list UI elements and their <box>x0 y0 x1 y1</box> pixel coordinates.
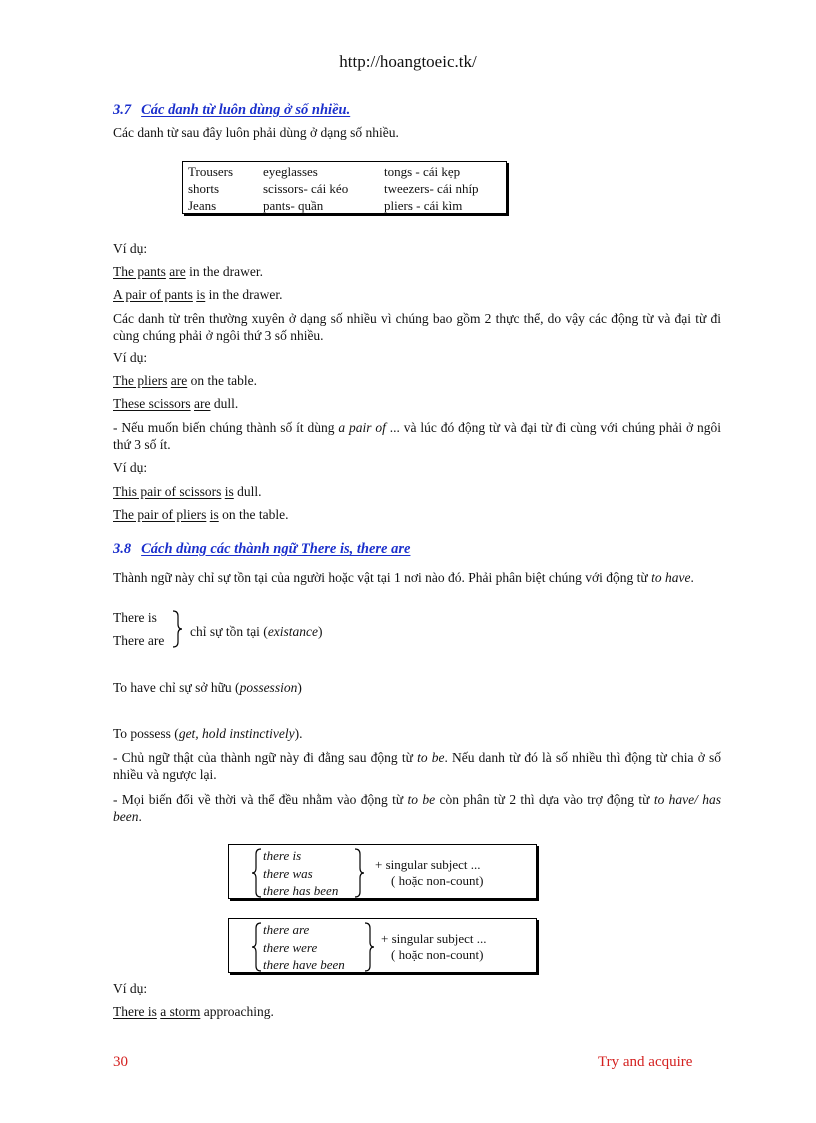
text-run: To have chỉ sự sở hữu ( <box>113 680 240 695</box>
text-run: - Chủ ngữ thật của thành ngữ này đi đằng sau động từ <box>113 750 418 765</box>
example-subject: The pair of pliers <box>113 507 207 522</box>
example-verb: is <box>224 484 234 499</box>
explanation-paragraph <box>113 419 721 453</box>
plural-nouns-table <box>182 161 507 214</box>
section-number: 3.7 <box>113 102 132 118</box>
section-3-7-heading <box>113 102 350 119</box>
right-brace-icon <box>353 848 365 898</box>
example-subject: The pliers <box>113 373 168 388</box>
text-run: Thành ngữ này chỉ sự tồn tại của người hoặc vật tại 1 nơi nào đó. Phải phân biệt chúng với động từ <box>113 570 652 585</box>
explanation-paragraph <box>113 749 721 783</box>
explanation-paragraph: Các danh từ trên thường xuyên ở dạng số nhiều vì chúng bao gồm 2 thực thể, do vậy các động từ và đại từ đi cùng chúng phải ở ngôi thứ 3 số nhiều. <box>113 311 721 343</box>
text-run-italic: possession <box>239 680 298 695</box>
formula-result <box>381 930 487 963</box>
text-run: . <box>690 570 694 585</box>
text-run-italic: existance <box>267 624 319 639</box>
example-verb: is <box>196 287 206 302</box>
text-run: ). <box>294 726 303 741</box>
example-subject: This pair of scissors <box>113 484 222 499</box>
formula-item: there has been <box>263 883 339 898</box>
there-is-label: There is <box>113 610 157 625</box>
example-verb: are <box>169 264 186 279</box>
table-cell: Trousers <box>188 164 234 179</box>
formula-item: there is <box>263 848 302 863</box>
text-run: ) <box>318 624 323 639</box>
text-run: chỉ sự tồn tại ( <box>190 624 268 639</box>
explanation-paragraph <box>113 791 721 825</box>
example-rest: approaching. <box>200 1004 274 1019</box>
example-rest: in the drawer. <box>205 287 283 302</box>
section-intro: Các danh từ sau đây luôn phải dùng ở dạng số nhiều. <box>113 125 399 140</box>
example-sentence <box>113 287 283 303</box>
table-cell: tweezers- cái nhíp <box>384 181 479 196</box>
text-run: ) <box>297 680 302 695</box>
example-sentence <box>113 373 257 389</box>
formula-item: there have been <box>263 957 345 972</box>
example-subject: There is <box>113 1004 157 1019</box>
example-verb: are <box>194 396 211 411</box>
formula-subject: + singular subject ... <box>381 931 487 946</box>
example-label: Ví dụ: <box>113 981 148 996</box>
example-label: Ví dụ: <box>113 350 148 365</box>
text-run: - Mọi biến đổi về thời và thể đều nhằm vào động từ <box>113 792 408 807</box>
example-sentence <box>113 484 262 500</box>
formula-items <box>263 847 338 900</box>
section-title: Các danh từ luôn dùng ở số nhiều. <box>141 102 351 118</box>
text-run: ... và lúc đó động từ và đại từ đi cùng với chúng phải ở ngôi thứ 3 số ít. <box>113 420 721 452</box>
to-possess-note <box>113 726 303 742</box>
formula-note: ( hoặc non-count) <box>391 946 484 962</box>
example-sentence <box>113 1004 274 1020</box>
example-label: Ví dụ: <box>113 460 148 475</box>
example-rest: on the table. <box>218 507 289 522</box>
text-run-italic: to be <box>407 792 436 807</box>
there-are-formula-box <box>228 918 537 973</box>
example-subject: These scissors <box>113 396 191 411</box>
table-cell: tongs - cái kẹp <box>384 164 461 179</box>
example-sentence <box>113 507 288 523</box>
formula-item: there was <box>263 865 313 881</box>
example-object: a storm <box>160 1004 201 1019</box>
text-run: To possess ( <box>113 726 179 741</box>
text-run: . Nếu danh từ đó là số nhiều thì động từ chia ở số nhiều và ngược lại. <box>113 750 721 782</box>
text-run-italic: get, hold instinctively <box>178 726 295 741</box>
table-cell: pliers - cái kìm <box>384 198 463 213</box>
example-rest: dull. <box>210 396 239 411</box>
example-sentence <box>113 264 263 280</box>
example-rest: on the table. <box>187 373 257 388</box>
formula-result <box>375 856 483 889</box>
example-verb: are <box>170 373 188 388</box>
formula-items <box>263 921 345 974</box>
text-run: - Nếu muốn biến chúng thành số ít dùng <box>113 420 339 435</box>
page-number: 30 <box>113 1054 128 1070</box>
there-is-formula-box <box>228 844 537 899</box>
table-cell: scissors- cái kéo <box>263 181 349 196</box>
text-run: còn phân từ 2 thì dựa vào trợ động từ <box>435 792 654 807</box>
text-run-italic: to be <box>417 750 445 765</box>
table-cell: Jeans <box>188 198 217 213</box>
footer-tagline: Try and acquire <box>598 1054 693 1070</box>
table-cell: pants- quần <box>263 198 324 213</box>
formula-subject: + singular subject ... <box>375 857 481 872</box>
example-label: Ví dụ: <box>113 241 148 256</box>
table-cell: eyeglasses <box>263 164 318 179</box>
example-subject: The pants <box>113 264 166 279</box>
header-url: http://hoangtoeic.tk/ <box>339 52 477 71</box>
there-are-label: There are <box>113 633 165 648</box>
to-have-note <box>113 680 302 696</box>
example-rest: in the drawer. <box>185 264 263 279</box>
example-verb: is <box>209 507 219 522</box>
explanation-paragraph <box>113 569 721 586</box>
section-number: 3.8 <box>113 541 132 557</box>
section-3-8-heading <box>113 541 410 558</box>
table-cell: shorts <box>188 181 220 196</box>
existence-note <box>190 624 323 640</box>
example-rest: dull. <box>233 484 262 499</box>
right-brace-icon <box>170 610 184 648</box>
section-title: Cách dùng các thành ngữ There is, there are <box>141 541 411 557</box>
example-subject: A pair of pants <box>113 287 193 302</box>
text-run-italic: to have/ has been <box>113 792 722 824</box>
text-run-italic: to have <box>651 570 691 585</box>
left-brace-icon <box>251 848 263 898</box>
formula-note: ( hoặc non-count) <box>391 872 484 888</box>
text-run-italic: a pair of <box>338 420 386 435</box>
left-brace-icon <box>251 922 263 972</box>
right-brace-icon <box>363 922 375 972</box>
text-run: . <box>138 809 142 824</box>
formula-item: there were <box>263 939 318 955</box>
formula-item: there are <box>263 922 310 937</box>
example-sentence <box>113 396 238 412</box>
